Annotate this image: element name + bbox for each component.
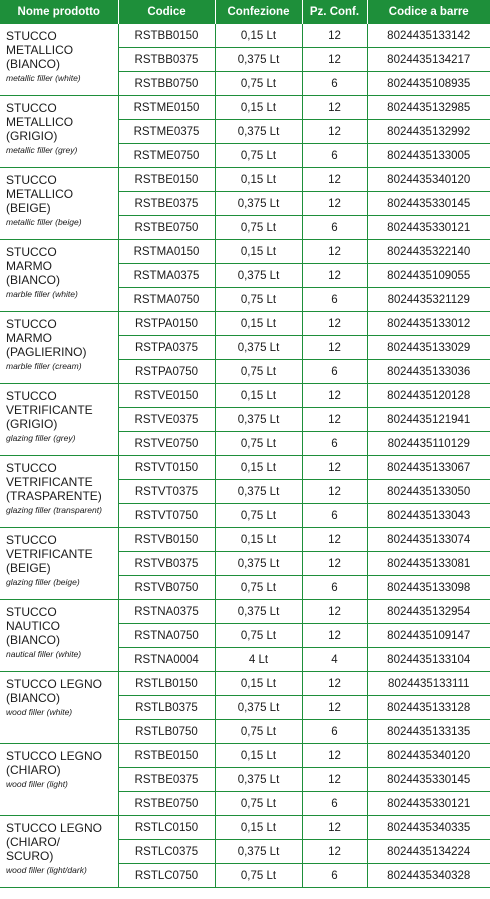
product-name-cell bbox=[0, 744, 118, 816]
barcode-cell: 8024435322140 bbox=[367, 240, 490, 264]
pieces-per-pack-cell: 12 bbox=[302, 312, 367, 336]
package-size-cell: 0,15 Lt bbox=[215, 672, 302, 696]
pieces-per-pack-cell: 12 bbox=[302, 96, 367, 120]
product-name: STUCCO VETRIFICANTE (GRIGIO) bbox=[6, 389, 93, 431]
pieces-per-pack-cell: 12 bbox=[302, 552, 367, 576]
barcode-cell: 8024435321129 bbox=[367, 288, 490, 312]
product-name-cell bbox=[0, 456, 118, 528]
product-name-english: glazing filler (transparent) bbox=[6, 505, 102, 515]
table-row bbox=[0, 672, 490, 696]
barcode-cell: 8024435133128 bbox=[367, 696, 490, 720]
product-code-cell: RSTVT0150 bbox=[118, 456, 215, 480]
product-code-cell: RSTVT0375 bbox=[118, 480, 215, 504]
package-size-cell: 0,15 Lt bbox=[215, 240, 302, 264]
pieces-per-pack-cell: 12 bbox=[302, 240, 367, 264]
product-code-cell: RSTBE0150 bbox=[118, 744, 215, 768]
package-size-cell: 0,375 Lt bbox=[215, 408, 302, 432]
product-code-cell: RSTLB0375 bbox=[118, 696, 215, 720]
table-row bbox=[0, 456, 490, 480]
package-size-cell: 0,15 Lt bbox=[215, 528, 302, 552]
product-code-cell: RSTPA0750 bbox=[118, 360, 215, 384]
barcode-cell: 8024435133074 bbox=[367, 528, 490, 552]
pieces-per-pack-cell: 12 bbox=[302, 384, 367, 408]
pieces-per-pack-cell: 12 bbox=[302, 816, 367, 840]
product-code-cell: RSTMA0375 bbox=[118, 264, 215, 288]
product-code-cell: RSTME0375 bbox=[118, 120, 215, 144]
product-code-cell: RSTBE0375 bbox=[118, 192, 215, 216]
package-size-cell: 0,375 Lt bbox=[215, 552, 302, 576]
product-code-cell: RSTBE0750 bbox=[118, 216, 215, 240]
pieces-per-pack-cell: 12 bbox=[302, 528, 367, 552]
barcode-cell: 8024435120128 bbox=[367, 384, 490, 408]
barcode-cell: 8024435132992 bbox=[367, 120, 490, 144]
pieces-per-pack-cell: 12 bbox=[302, 408, 367, 432]
table-row bbox=[0, 168, 490, 192]
product-name-cell bbox=[0, 96, 118, 168]
pieces-per-pack-cell: 6 bbox=[302, 144, 367, 168]
product-name: STUCCO LEGNO (BIANCO) bbox=[6, 677, 103, 705]
barcode-cell: 8024435133043 bbox=[367, 504, 490, 528]
package-size-cell: 0,375 Lt bbox=[215, 336, 302, 360]
product-code-cell: RSTBB0750 bbox=[118, 72, 215, 96]
package-size-cell: 0,375 Lt bbox=[215, 264, 302, 288]
product-name-english: wood filler (light/dark) bbox=[6, 865, 87, 875]
product-name-english: wood filler (white) bbox=[6, 707, 73, 717]
header-pz-conf: Pz. Conf. bbox=[302, 0, 367, 24]
product-name: STUCCO METALLICO (BIANCO) bbox=[6, 29, 74, 71]
product-code-cell: RSTVE0750 bbox=[118, 432, 215, 456]
product-name: STUCCO MARMO (PAGLIERINO) bbox=[6, 317, 87, 359]
pieces-per-pack-cell: 6 bbox=[302, 576, 367, 600]
package-size-cell: 0,15 Lt bbox=[215, 168, 302, 192]
product-code-cell: RSTPA0150 bbox=[118, 312, 215, 336]
product-name: STUCCO MARMO (BIANCO) bbox=[6, 245, 60, 287]
pieces-per-pack-cell: 12 bbox=[302, 168, 367, 192]
barcode-cell: 8024435330121 bbox=[367, 216, 490, 240]
package-size-cell: 0,75 Lt bbox=[215, 792, 302, 816]
product-code-cell: RSTBE0375 bbox=[118, 768, 215, 792]
barcode-cell: 8024435108935 bbox=[367, 72, 490, 96]
pieces-per-pack-cell: 6 bbox=[302, 720, 367, 744]
barcode-cell: 8024435133081 bbox=[367, 552, 490, 576]
table-row bbox=[0, 816, 490, 840]
product-code-cell: RSTMA0150 bbox=[118, 240, 215, 264]
barcode-cell: 8024435110129 bbox=[367, 432, 490, 456]
package-size-cell: 0,375 Lt bbox=[215, 48, 302, 72]
package-size-cell: 0,375 Lt bbox=[215, 840, 302, 864]
package-size-cell: 0,75 Lt bbox=[215, 360, 302, 384]
barcode-cell: 8024435330145 bbox=[367, 768, 490, 792]
product-code-cell: RSTLB0750 bbox=[118, 720, 215, 744]
package-size-cell: 0,75 Lt bbox=[215, 864, 302, 888]
pieces-per-pack-cell: 6 bbox=[302, 864, 367, 888]
barcode-cell: 8024435133067 bbox=[367, 456, 490, 480]
package-size-cell: 0,15 Lt bbox=[215, 312, 302, 336]
package-size-cell: 0,15 Lt bbox=[215, 744, 302, 768]
table-row bbox=[0, 312, 490, 336]
table-row bbox=[0, 528, 490, 552]
product-name: STUCCO VETRIFICANTE (TRASPARENTE) bbox=[6, 461, 102, 503]
product-name-cell bbox=[0, 168, 118, 240]
product-name-cell bbox=[0, 528, 118, 600]
product-code-cell: RSTLC0150 bbox=[118, 816, 215, 840]
pieces-per-pack-cell: 6 bbox=[302, 216, 367, 240]
header-confezione: Confezione bbox=[215, 0, 302, 24]
barcode-cell: 8024435133029 bbox=[367, 336, 490, 360]
package-size-cell: 0,75 Lt bbox=[215, 72, 302, 96]
product-code-cell: RSTLB0150 bbox=[118, 672, 215, 696]
product-name-english: metallic filler (white) bbox=[6, 73, 81, 83]
package-size-cell: 0,75 Lt bbox=[215, 576, 302, 600]
pieces-per-pack-cell: 12 bbox=[302, 600, 367, 624]
product-name-cell bbox=[0, 312, 118, 384]
barcode-cell: 8024435132954 bbox=[367, 600, 490, 624]
barcode-cell: 8024435133005 bbox=[367, 144, 490, 168]
barcode-cell: 8024435330121 bbox=[367, 792, 490, 816]
package-size-cell: 0,375 Lt bbox=[215, 768, 302, 792]
product-name-english: marble filler (white) bbox=[6, 289, 78, 299]
package-size-cell: 0,75 Lt bbox=[215, 216, 302, 240]
product-name-english: wood filler (light) bbox=[6, 779, 68, 789]
header-nome-prodotto: Nome prodotto bbox=[0, 0, 118, 24]
barcode-cell: 8024435133111 bbox=[367, 672, 490, 696]
barcode-cell: 8024435134224 bbox=[367, 840, 490, 864]
barcode-cell: 8024435330145 bbox=[367, 192, 490, 216]
product-code-cell: RSTBE0150 bbox=[118, 168, 215, 192]
pieces-per-pack-cell: 6 bbox=[302, 360, 367, 384]
package-size-cell: 0,75 Lt bbox=[215, 288, 302, 312]
package-size-cell: 0,75 Lt bbox=[215, 624, 302, 648]
pieces-per-pack-cell: 6 bbox=[302, 432, 367, 456]
product-code-cell: RSTPA0375 bbox=[118, 336, 215, 360]
pieces-per-pack-cell: 12 bbox=[302, 264, 367, 288]
package-size-cell: 0,75 Lt bbox=[215, 144, 302, 168]
package-size-cell: 4 Lt bbox=[215, 648, 302, 672]
package-size-cell: 0,15 Lt bbox=[215, 24, 302, 48]
package-size-cell: 0,15 Lt bbox=[215, 96, 302, 120]
barcode-cell: 8024435132985 bbox=[367, 96, 490, 120]
table-row bbox=[0, 24, 490, 48]
product-name-english: glazing filler (grey) bbox=[6, 433, 76, 443]
pieces-per-pack-cell: 12 bbox=[302, 624, 367, 648]
product-code-cell: RSTNA0004 bbox=[118, 648, 215, 672]
table-row bbox=[0, 96, 490, 120]
pieces-per-pack-cell: 6 bbox=[302, 72, 367, 96]
barcode-cell: 8024435109147 bbox=[367, 624, 490, 648]
package-size-cell: 0,75 Lt bbox=[215, 720, 302, 744]
product-name: STUCCO METALLICO (GRIGIO) bbox=[6, 101, 74, 143]
pieces-per-pack-cell: 12 bbox=[302, 48, 367, 72]
barcode-cell: 8024435133135 bbox=[367, 720, 490, 744]
pieces-per-pack-cell: 12 bbox=[302, 480, 367, 504]
product-name-cell bbox=[0, 384, 118, 456]
pieces-per-pack-cell: 6 bbox=[302, 504, 367, 528]
table-row bbox=[0, 744, 490, 768]
package-size-cell: 0,15 Lt bbox=[215, 456, 302, 480]
product-code-cell: RSTVE0150 bbox=[118, 384, 215, 408]
product-code-cell: RSTMA0750 bbox=[118, 288, 215, 312]
package-size-cell: 0,375 Lt bbox=[215, 192, 302, 216]
product-name-cell bbox=[0, 240, 118, 312]
barcode-cell: 8024435133012 bbox=[367, 312, 490, 336]
pieces-per-pack-cell: 12 bbox=[302, 456, 367, 480]
pieces-per-pack-cell: 12 bbox=[302, 192, 367, 216]
barcode-cell: 8024435340335 bbox=[367, 816, 490, 840]
product-code-cell: RSTVB0375 bbox=[118, 552, 215, 576]
barcode-cell: 8024435133050 bbox=[367, 480, 490, 504]
product-name-cell bbox=[0, 24, 118, 96]
product-name: STUCCO VETRIFICANTE (BEIGE) bbox=[6, 533, 93, 575]
product-code-cell: RSTME0150 bbox=[118, 96, 215, 120]
header-codice-a-barre: Codice a barre bbox=[367, 0, 490, 24]
product-name-english: metallic filler (beige) bbox=[6, 217, 82, 227]
header-codice: Codice bbox=[118, 0, 215, 24]
package-size-cell: 0,375 Lt bbox=[215, 600, 302, 624]
product-name: STUCCO METALLICO (BEIGE) bbox=[6, 173, 74, 215]
product-code-cell: RSTLC0750 bbox=[118, 864, 215, 888]
product-name-cell bbox=[0, 816, 118, 888]
product-name-cell bbox=[0, 600, 118, 672]
product-code-cell: RSTLC0375 bbox=[118, 840, 215, 864]
barcode-cell: 8024435109055 bbox=[367, 264, 490, 288]
table-row bbox=[0, 600, 490, 624]
product-name: STUCCO LEGNO (CHIARO) bbox=[6, 749, 103, 777]
header-row bbox=[0, 0, 490, 24]
pieces-per-pack-cell: 6 bbox=[302, 288, 367, 312]
pieces-per-pack-cell: 12 bbox=[302, 744, 367, 768]
barcode-cell: 8024435340120 bbox=[367, 168, 490, 192]
product-name-english: metallic filler (grey) bbox=[6, 145, 78, 155]
product-code-cell: RSTVB0750 bbox=[118, 576, 215, 600]
product-name-english: glazing filler (beige) bbox=[6, 577, 80, 587]
product-code-cell: RSTBB0375 bbox=[118, 48, 215, 72]
pieces-per-pack-cell: 12 bbox=[302, 768, 367, 792]
barcode-cell: 8024435133098 bbox=[367, 576, 490, 600]
table-row bbox=[0, 240, 490, 264]
pieces-per-pack-cell: 12 bbox=[302, 24, 367, 48]
product-code-cell: RSTNA0375 bbox=[118, 600, 215, 624]
product-name-english: marble filler (cream) bbox=[6, 361, 82, 371]
package-size-cell: 0,15 Lt bbox=[215, 384, 302, 408]
product-code-cell: RSTBE0750 bbox=[118, 792, 215, 816]
package-size-cell: 0,15 Lt bbox=[215, 816, 302, 840]
product-name-english: nautical filler (white) bbox=[6, 649, 82, 659]
package-size-cell: 0,375 Lt bbox=[215, 120, 302, 144]
table-body bbox=[0, 24, 490, 888]
barcode-cell: 8024435121941 bbox=[367, 408, 490, 432]
pieces-per-pack-cell: 4 bbox=[302, 648, 367, 672]
pieces-per-pack-cell: 12 bbox=[302, 672, 367, 696]
barcode-cell: 8024435340328 bbox=[367, 864, 490, 888]
barcode-cell: 8024435133036 bbox=[367, 360, 490, 384]
barcode-cell: 8024435133104 bbox=[367, 648, 490, 672]
pieces-per-pack-cell: 12 bbox=[302, 696, 367, 720]
pieces-per-pack-cell: 12 bbox=[302, 336, 367, 360]
product-code-cell: RSTBB0150 bbox=[118, 24, 215, 48]
product-code-cell: RSTVB0150 bbox=[118, 528, 215, 552]
package-size-cell: 0,375 Lt bbox=[215, 696, 302, 720]
table-row bbox=[0, 384, 490, 408]
pieces-per-pack-cell: 6 bbox=[302, 792, 367, 816]
package-size-cell: 0,375 Lt bbox=[215, 480, 302, 504]
product-name-cell bbox=[0, 672, 118, 744]
product-code-cell: RSTVT0750 bbox=[118, 504, 215, 528]
package-size-cell: 0,75 Lt bbox=[215, 504, 302, 528]
product-name: STUCCO NAUTICO (BIANCO) bbox=[6, 605, 60, 647]
pieces-per-pack-cell: 12 bbox=[302, 840, 367, 864]
pieces-per-pack-cell: 12 bbox=[302, 120, 367, 144]
package-size-cell: 0,75 Lt bbox=[215, 432, 302, 456]
product-code-cell: RSTVE0375 bbox=[118, 408, 215, 432]
barcode-cell: 8024435134217 bbox=[367, 48, 490, 72]
product-code-cell: RSTNA0750 bbox=[118, 624, 215, 648]
product-name: STUCCO LEGNO (CHIARO/ SCURO) bbox=[6, 821, 103, 863]
product-code-cell: RSTME0750 bbox=[118, 144, 215, 168]
barcode-cell: 8024435133142 bbox=[367, 24, 490, 48]
barcode-cell: 8024435340120 bbox=[367, 744, 490, 768]
